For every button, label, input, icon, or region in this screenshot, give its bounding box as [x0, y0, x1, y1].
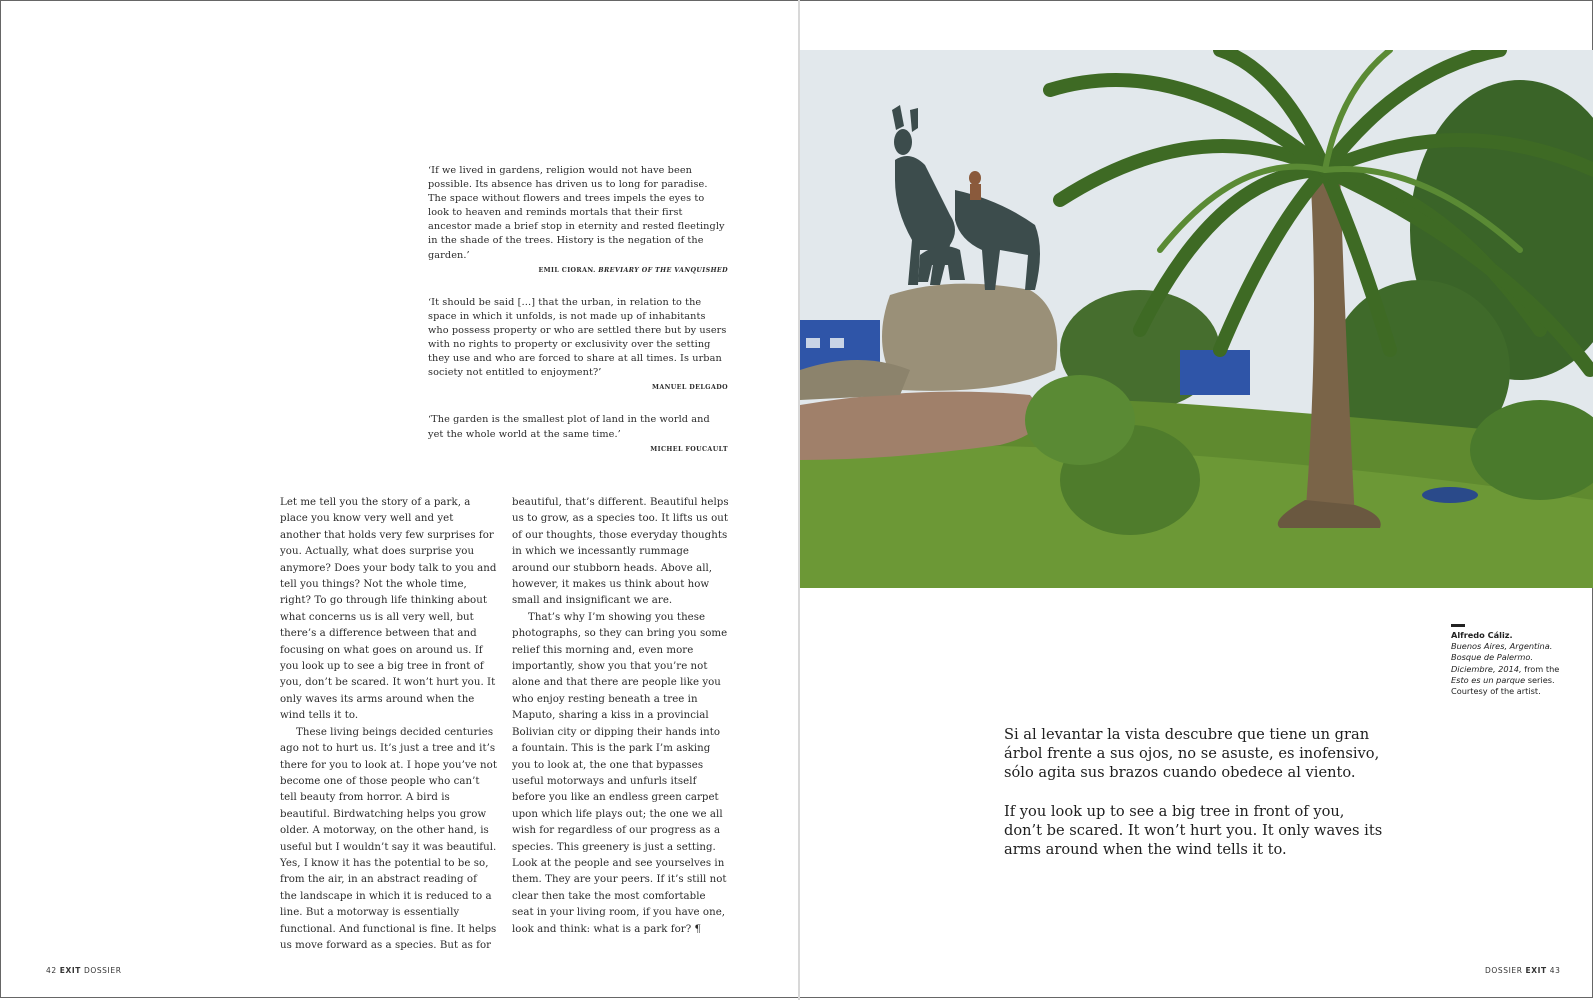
- body-column-1: [280, 495, 497, 954]
- caption-series: Esto es un parque: [1451, 674, 1526, 685]
- pull-quote-spanish: [1004, 725, 1384, 783]
- caption-text: from the: [1521, 663, 1560, 674]
- epigraph-book: BREVIARY OF THE VANQUISHED: [598, 266, 728, 274]
- photo-caption: [1451, 624, 1561, 697]
- caption-credit: series. Courtesy of the artist.: [1451, 674, 1555, 697]
- rock-pedestal: [882, 284, 1057, 391]
- people-resting: [1422, 487, 1478, 503]
- body-paragraph: These living beings decided centuries ago not to hurt us. It’s just a tree and it’s there for you to look at. I hope you’ve not become one of those people who can’t tell beauty from horror. A bird is beautiful. Birdwatching helps you grow older. A motorway, on the other hand, is useful but I wouldn’t say it was beautiful. Yes, I know it has the potential to be so, from the air, in an abstract reading of the landscape in which it is reduced to a line. But a motorway is essentially functional. And functional is fine. It helps us move forward as a species. But as for: [280, 726, 497, 951]
- body-column-2: [512, 495, 729, 938]
- epigraph-author: MICHEL FOUCAULT: [650, 445, 728, 453]
- epigraph-attribution: [428, 443, 728, 457]
- epigraph-text: ‘It should be said […] that the urban, in relation to the space in which it unfolds, is not made up of inhabitants who possess property or who are settled there but by users with no rights to property or exclusivity over the setting they use and who are forced to share at all times. Is urban society not entitled to enjoyment?’: [428, 296, 727, 379]
- page-number: 43: [1549, 966, 1561, 975]
- folio-right: [1485, 966, 1561, 975]
- folio-left: [46, 966, 122, 975]
- epigraph-author: MANUEL DELGADO: [651, 384, 728, 392]
- page-number: 42: [46, 966, 57, 975]
- pull-quote-text: If you look up to see a big tree in front of you, don’t be scared. It won’t hurt you. It only waves its arms around when the wind tells it to.: [1004, 803, 1383, 859]
- epigraph-attribution: [428, 264, 728, 278]
- epigraph-attribution: [428, 381, 728, 395]
- pull-quote-text: Si al levantar la vista descubre que tiene un gran árbol frente a sus ojos, no se asuste, es inofensivo, sólo agita sus brazos cuando obedece al viento.: [1004, 726, 1380, 782]
- epigraph-text: ‘The garden is the smallest plot of land in the world and yet the whole world at the same time.’: [428, 414, 710, 440]
- epigraph-text: ‘If we lived in gardens, religion would not have been possible. Its absence has driven us to long for paradise. The space without flowers and trees impels the eyes to look to heaven and reminds mortals that their first ancestor made a brief stop in eternity and rested fleetingly in the shade of the trees. History is the negation of the garden.’: [428, 165, 725, 261]
- epigraphs: [428, 164, 728, 475]
- park-photograph: [800, 50, 1593, 588]
- caption-location: Buenos Aires, Argentina. Bosque de Palermo. Diciembre, 2014,: [1451, 641, 1553, 674]
- epigraph-delgado: [428, 296, 728, 396]
- body-paragraph: Let me tell you the story of a park, a place you know very well and yet another that holds very few surprises for you. Actually, what does surprise you anymore? Does your body talk to you and tell you things? Not the whole time, right? To go through life thinking about what concerns us is all very well, but there’s a difference between that and focusing on what goes on around us. If you look up to see a big tree in front of you, don’t be scared. It won’t hurt you. It only waves its arms around when the wind tells it to.: [280, 497, 497, 722]
- photographer-name: Alfredo Cáliz.: [1451, 630, 1513, 640]
- caption-rule: [1451, 624, 1465, 627]
- magazine-brand: EXIT: [59, 966, 81, 975]
- magazine-brand: EXIT: [1525, 966, 1547, 975]
- pull-quote-english: [1004, 802, 1384, 860]
- epigraph-foucault: [428, 413, 728, 456]
- epigraph-author: EMIL CIORAN.: [538, 266, 596, 274]
- section-name: DOSSIER: [83, 966, 122, 975]
- epigraph-cioran: [428, 164, 728, 278]
- body-paragraph: beautiful, that’s different. Beautiful helps us to grow, as a species too. It lifts us out of our thoughts, those everyday thoughts in which we incessantly rummage around our stubborn heads. Above all, however, it makes us think about how small and insignificant we are.: [512, 497, 729, 607]
- section-name: DOSSIER: [1485, 966, 1523, 975]
- body-paragraph: That’s why I’m showing you these photographs, so they can bring you some relief this morning and, even more importantly, show you that you’re not alone and that there are people like you who enjoy resting beneath a tree in Maputo, sharing a kiss in a provincial Bolivian city or dipping their hands into a fountain. This is the park I’m asking you to look at, the one that bypasses useful motorways and unfurls itself before you like an endless green carpet upon which life plays out; the one we all wish for regardless of our progress as a species. This greenery is just a setting. Look at the people and see yourselves in them. They are your peers. If it’s still not clear then take the most comfortable seat in your living room, if you have one, look and think: what is a park for? ¶: [512, 611, 728, 935]
